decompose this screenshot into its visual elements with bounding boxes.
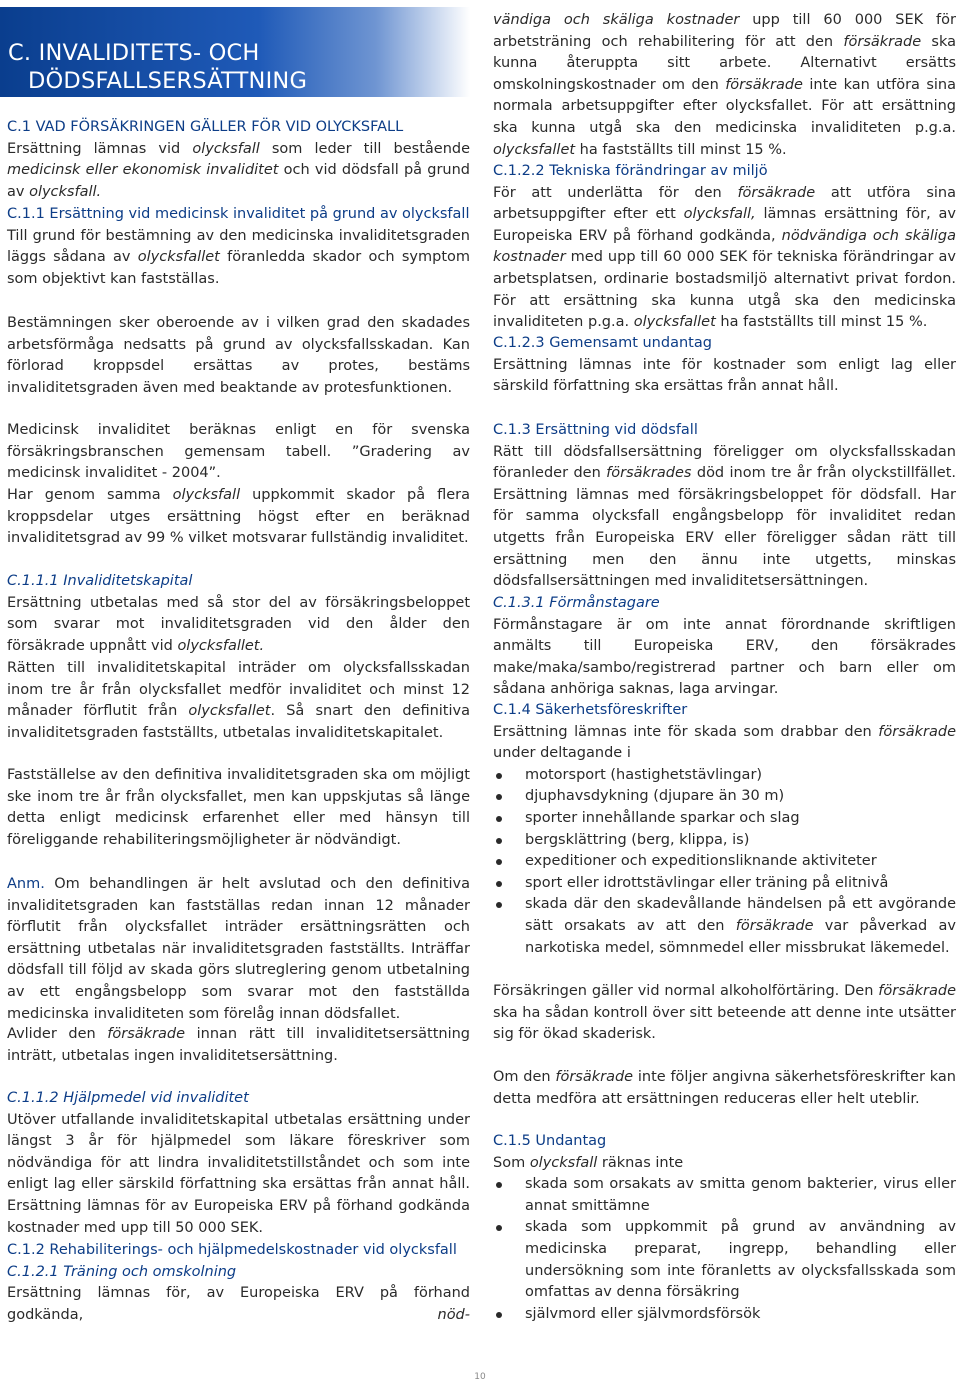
paragraph — [7, 485, 470, 550]
text: ska kunna återuppta sitt arbete. Alternativt ersätts omskolningskostnader om den — [493, 33, 956, 93]
section-heading: C.1.1.1 Invaliditetskapital — [7, 573, 193, 589]
emphasis: nödvändiga och skäliga kostnader — [493, 227, 956, 266]
paragraph-text: Medicinsk invaliditet beräknas enligt en för svenska försäkringsbranschen gemensam tabell. ”Gradering av medicinsk invaliditet - 2004”. — [7, 422, 470, 482]
section-body — [493, 1153, 956, 1326]
section-c1-2-2 — [493, 161, 956, 334]
paragraph — [7, 313, 470, 399]
text: innan rätt till invaliditetsersättning inträtt, utbetalas ingen invaliditetsersättning. — [7, 1026, 470, 1064]
text: lämnas ersättning för, av Europeiska ERV på förhand godkända, — [493, 206, 956, 244]
list-item: bergsklättring (berg, klippa, is) — [493, 830, 956, 852]
text: inte kan utföra sina normala arbetsuppgifter efter olycksfallet. För att ersättning ska kunna utgå ska den medicinska invaliditeten p.g.a. — [493, 76, 956, 136]
text: Avlider den — [7, 1026, 108, 1042]
paragraph-text: Bestämningen sker oberoende av i vilken grad den skadades arbetsförmåga nedsatts på grund av olycksfallsskadan. Kan förlorad kroppsdel ersättas av protes, bestäms invaliditetsgraden även med beaktande av protesfunktionen. — [7, 315, 470, 396]
text: Ersättning lämnas för, av Europeiska ERV på förhand godkända, — [7, 1285, 470, 1323]
text: Som — [493, 1154, 530, 1171]
section-body — [7, 139, 470, 204]
section-c1-1-2 — [7, 1088, 470, 1239]
emphasis: försäkrade — [107, 1026, 186, 1042]
emphasis: olycksfallet — [493, 141, 576, 158]
section-body — [7, 1110, 470, 1240]
text: Ersättning utbetalas med så stor del av försäkringsbeloppet som svarar mot invaliditetsgraden vid den ålder den försäkrade uppnått vid — [7, 594, 470, 654]
emphasis: försäkrade — [878, 723, 956, 740]
text: och vid dödsfall på grund av — [7, 162, 470, 200]
section-c1-2-3 — [493, 333, 956, 398]
list-item: expeditioner och expeditionsliknande aktiviteter — [493, 851, 956, 873]
bullet-list — [493, 765, 956, 959]
list-item: sport eller idrottstävlingar eller träning på elitnivå — [493, 873, 956, 895]
emphasis: medicinsk eller ekonomisk invaliditet — [7, 162, 279, 179]
section-heading: C.1.4 Säkerhetsföreskrifter — [493, 702, 688, 718]
paragraph — [7, 139, 470, 204]
text: inte följer angivna säkerhetsföreskrifter kan detta medföra att ersättningen reduceras eller helt uteblir. — [493, 1069, 956, 1107]
emphasis: försäkrade — [725, 76, 803, 93]
section-body — [493, 183, 956, 334]
section-c1-1-1 — [7, 571, 470, 657]
section-heading: C.1.2 Rehabiliterings- och hjälpmedelskostnader vid olycksfall — [7, 1242, 457, 1258]
section-body — [493, 722, 956, 960]
text: att utföra sina arbetsuppgifter efter ett — [493, 184, 956, 223]
section-body — [493, 355, 956, 398]
section-body — [7, 593, 470, 658]
text: Rätt till dödsfallsersättning föreligger om olycksfallsskadan föranleder den — [493, 443, 956, 482]
section-heading: C.1.3.1 Förmånstagare — [493, 595, 660, 611]
list-item: djuphavsdykning (djupare än 30 m) — [493, 786, 956, 808]
section-heading: C.1.3 Ersättning vid dödsfall — [493, 422, 698, 438]
text: Försäkringen gäller vid normal alkoholförtäring. Den — [493, 983, 879, 999]
section-c1-1 — [7, 204, 470, 290]
paragraph — [7, 226, 470, 291]
section-heading: C.1.2.2 Tekniska förändringar av miljö — [493, 163, 768, 179]
section-heading: C.1.1 Ersättning vid medicinsk invaliditet på grund av olycksfall — [7, 206, 470, 222]
emphasis: vändiga och skäliga kostnader — [493, 12, 740, 28]
text: var påverkad av narkotiska medel, sömnmedel eller missbrukat läkemedel. — [525, 917, 956, 956]
text: död inom tre år från olyckstillfället. Ersättning lämnas med försäkringsbeloppet för dödsfall. Har för samma olycksfall engångsbelopp för invaliditet redan utgetts från Europeiska ERV eller föreligger sådan rätt till ersättning men den ännu inte utgetts, minskas dödsfallsersättningen med invaliditetsersättningen. — [493, 465, 956, 590]
list-item: sporter innehållande sparkar och slag — [493, 808, 956, 830]
section-c1-3-1 — [493, 593, 956, 701]
section-c1-4 — [493, 700, 956, 959]
paragraph — [493, 1067, 956, 1110]
section-c1-2 — [7, 1240, 470, 1326]
emphasis: försäkrade — [878, 983, 956, 999]
chapter-banner — [0, 7, 470, 97]
paragraph-continued — [493, 10, 956, 161]
emphasis: försäkrade — [555, 1069, 634, 1085]
text: skada där den skadevållande händelsen på ett avgörande sätt orsakats av att den — [525, 896, 956, 934]
emphasis: olycksfallet. — [177, 637, 265, 654]
emphasis: olycksfall — [192, 140, 260, 157]
subsection-heading: C.1.2.1 Träning och omskolning — [7, 1263, 237, 1280]
section-body — [7, 1283, 470, 1326]
note-label: Anm. — [7, 876, 45, 892]
emphasis: olycksfall, — [683, 206, 756, 223]
list-item: skada som orsakats av smitta genom bakterier, virus eller annat smittämne — [493, 1174, 956, 1217]
list-item: självmord eller självmordsförsök — [493, 1304, 956, 1326]
paragraph — [493, 981, 956, 1046]
section-heading: C.1.1.2 Hjälpmedel vid invaliditet — [7, 1090, 249, 1106]
text: upp till 60 000 SEK för arbetsträning och rehabilitering för att den — [493, 12, 956, 50]
list-item: motorsport (hastighetstävlingar) — [493, 765, 956, 787]
list-item — [493, 894, 956, 959]
emphasis: försäkrade — [735, 917, 814, 934]
paragraph — [7, 1024, 470, 1067]
text: uppkommit skador på flera kroppsdelar utges ersättning högst efter en beräknad invaliditetsgrad av 99 % vilket motsvarar fullständig invaliditet. — [7, 487, 471, 547]
text: som leder till bestående — [259, 140, 471, 157]
chapter-title-line-2: DÖDSFALLSERSÄTTNING — [28, 68, 308, 94]
text: Har genom samma — [7, 487, 173, 503]
emphasis: olycksfall. — [29, 183, 102, 200]
text: Om den — [493, 1069, 556, 1085]
text: Till grund för bestämning av den medicinska invaliditetsgraden läggs sådana av — [7, 227, 470, 266]
emphasis: försäkrades — [606, 465, 692, 482]
section-body — [493, 615, 956, 701]
bullet-list — [493, 1174, 956, 1325]
text: räknas inte — [597, 1154, 684, 1171]
text: Ersättning lämnas inte för skada som drabbar den — [493, 723, 879, 740]
chapter-title-line-1: C. INVALIDITETS- OCH — [8, 40, 260, 66]
paragraph-text: Utöver utfallande invaliditetskapital utbetalas ersättning under längst 3 år för hjälpmedel som läkare föreskriver som nödvändiga för att lindra invaliditetstillståndet och som inte enligt lag eller särskild författning ska ersättas från annat håll. Ersättning lämnas för av Europeiska ERV på förhand godkända kostnader med upp till 50 000 SEK. — [7, 1111, 470, 1236]
emphasis: olycksfall — [529, 1154, 598, 1171]
text: Om behandlingen är helt avslutad och den definitiva invaliditetsgraden kan fastställas redan innan 12 månader förflutit från olycksfallet inträder ersättningsrätten och ersättning utbetalas när invaliditetsgraden fastställts. Inträffar dödsfall till följd av skada görs slutreglering genom utbetalning av ett engångsbelopp som svarar mot den fastställda medicinska invaliditeten som förelåg innan dödsfallet. — [7, 876, 470, 1022]
section-c1 — [7, 117, 470, 203]
text: ha fastställts till minst 15 %. — [715, 314, 928, 331]
paragraph — [7, 658, 470, 744]
text: . Så snart den definitiva invaliditetsgraden fastställts, utbetalas invaliditetskapitalet. — [7, 703, 470, 741]
paragraph-text: Ersättning lämnas inte för kostnader som enligt lag eller särskild författning ska ersättas från annat håll. — [493, 356, 956, 395]
paragraph — [7, 874, 470, 1025]
emphasis: olycksfallet — [188, 703, 271, 720]
emphasis: nöd- — [437, 1306, 470, 1323]
page-number: 10 — [474, 1372, 486, 1382]
section-body — [493, 442, 956, 593]
emphasis: försäkrade — [737, 184, 816, 201]
emphasis: olycksfallet — [137, 249, 220, 266]
text: För att underlätta för den — [493, 184, 738, 201]
text: ha fastställts till minst 15 %. — [575, 141, 787, 158]
section-c1-5 — [493, 1131, 956, 1325]
text: ska ha sådan kontroll över sitt beteende att denne inte utsätter sig för ökad skaderisk. — [493, 1004, 956, 1043]
section-heading: C.1.5 Undantag — [493, 1133, 607, 1149]
section-body — [7, 226, 470, 291]
section-heading: C.1 VAD FÖRSÄKRINGEN GÄLLER FÖR VID OLYCKSFALL — [7, 119, 404, 135]
paragraph-text: Fastställelse av den definitiva invaliditetsgraden ska om möjligt ske inom tre år från olycksfallet, men kan uppskjutas så länge detta enligt medicinsk erfarenhet eller med hänsyn till föreliggande rehabiliteringsmöjligheter är nödvändigt. — [7, 767, 470, 848]
text: Rätten till invaliditetskapital inträder om olycksfallsskadan inom tre år från olycksfallet medför invaliditet och minst 12 månader förflutit från — [7, 660, 470, 720]
emphasis: olycksfallet — [633, 314, 716, 331]
text: Ersättning lämnas vid — [7, 140, 193, 157]
list-item: skada som uppkommit på grund av användning av medicinska preparat, ingrepp, behandling eller undersökning som inte föranletts av olycksfallsskada som omfattas av denna försäkring — [493, 1217, 956, 1303]
section-c1-3 — [493, 420, 956, 593]
text: med upp till 60 000 SEK för tekniska förändringar av arbetsplatsen, ordinarie bostadsmiljö alternativt privat fordon. För att ersättning ska kunna utgå ska den medicinska invaliditeten p.g.a. — [493, 249, 956, 331]
emphasis: olycksfall — [172, 487, 241, 503]
paragraph-text: Förmånstagare är om inte annat förordnande skriftligen anmälts till Europeiska ERV, den försäkrades make/maka/sambo/registrerad partner och barn eller om sådana anhöriga saknas, laga arvingar. — [493, 616, 956, 698]
paragraph — [7, 420, 470, 485]
section-heading: C.1.2.3 Gemensamt undantag — [493, 335, 712, 351]
text: föranledda skador och symptom som objektivt kan fastställas. — [7, 249, 470, 287]
text: under deltagande i — [493, 745, 631, 762]
paragraph — [7, 765, 470, 851]
chapter-title — [8, 39, 448, 95]
emphasis: försäkrade — [843, 33, 922, 50]
